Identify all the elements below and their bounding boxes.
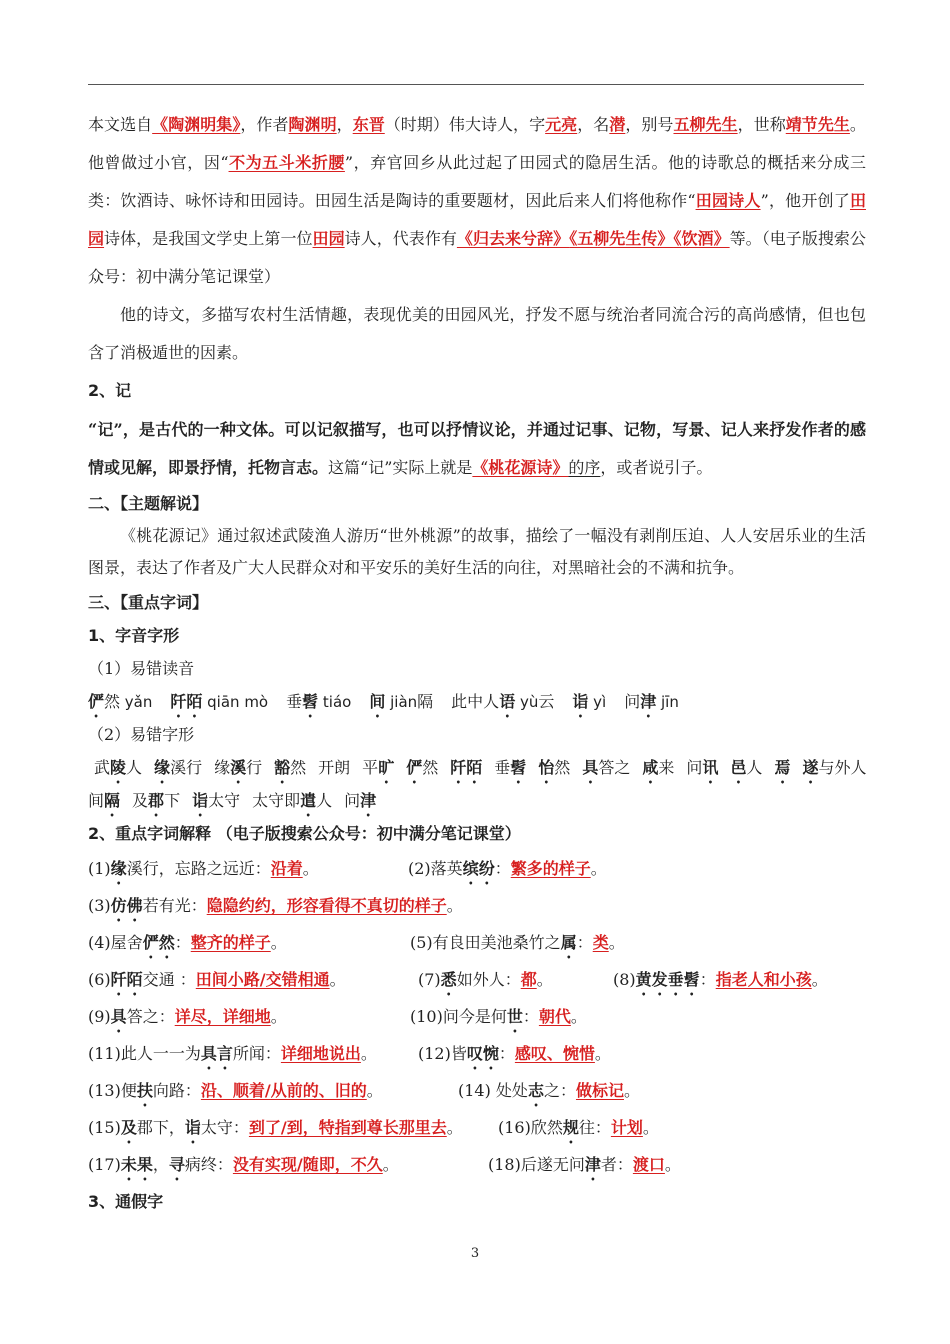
plain-char: 问今是何 <box>442 1007 507 1026</box>
ji-definition-paragraph <box>88 411 866 487</box>
definition-row <box>88 887 866 924</box>
plain-char: 之： <box>543 1081 576 1100</box>
plain-char: 太守 <box>208 791 241 810</box>
answer: 详尽，详细地 <box>174 1007 271 1026</box>
text-run: 等。（电子版搜索公众号：初中满分笔记课堂） <box>88 229 866 286</box>
highlighted-term: 《陶渊明集》 <box>152 115 241 134</box>
definition-heading: 2、重点字词解释 （电子版搜索公众号：初中满分笔记课堂） <box>88 824 521 843</box>
answer: 没有实现/随即，不久 <box>232 1155 383 1174</box>
author-intro-paragraph <box>88 106 866 296</box>
page-number: 3 <box>470 1246 480 1261</box>
text-run: ，世称 <box>737 115 786 134</box>
pinyin: qiān mò <box>202 693 269 711</box>
word-item <box>274 751 306 787</box>
text-run: ，别号 <box>625 115 674 134</box>
punctuation: 。 <box>536 970 553 989</box>
key-char: 髫 <box>302 692 319 711</box>
plain-char: 太守即 <box>252 791 301 810</box>
plain-char: 人 <box>316 791 333 810</box>
item-number: (5) <box>410 933 433 952</box>
plain-char: 溪行，忘路之远近： <box>126 859 271 878</box>
pronunciation-shape-heading: 1、字音字形 <box>88 626 180 645</box>
key-char: 仿佛 <box>110 896 143 915</box>
definition-row <box>88 998 866 1035</box>
key-char: 邑 <box>730 758 747 777</box>
definition-row <box>88 1146 866 1183</box>
answer: 田间小路/交错相通 <box>195 970 330 989</box>
word-item <box>192 784 240 820</box>
key-char: 未果 <box>120 1155 153 1174</box>
miswrite-character-list-2 <box>88 784 866 817</box>
bold-text: “记”，是古代的一种文体。可以记叙描写，也可以抒情议论，并通过记事、记物，写景、记人来抒发作者的感情或见解，即景抒情，托物言志。 <box>88 420 866 477</box>
word-item <box>450 751 482 787</box>
punctuation: 。 <box>446 896 463 915</box>
definition-item <box>410 998 587 1036</box>
key-char: 咸 <box>642 758 659 777</box>
plain-char: ： <box>174 933 191 952</box>
key-char: 阡陌 <box>450 758 483 777</box>
key-char: 语 <box>499 692 516 711</box>
punctuation: 。 <box>270 933 287 952</box>
definition-item <box>88 1146 488 1184</box>
pinyin: jīn <box>656 693 679 711</box>
punctuation: 。 <box>270 1007 287 1026</box>
plain-char: 行 <box>246 758 263 777</box>
plain-char: ： <box>699 970 716 989</box>
key-char: 溪 <box>230 758 247 777</box>
word-item <box>582 751 630 787</box>
key-char: 隔 <box>104 791 121 810</box>
item-number: (1) <box>88 859 111 878</box>
key-char: 黄发垂髫 <box>635 970 700 989</box>
definition-row <box>88 850 866 887</box>
highlighted-term: 《饮酒》 <box>673 229 730 248</box>
word-item <box>88 784 120 820</box>
easy-misread-label: （1）易错读音 <box>88 659 195 678</box>
word-item <box>774 751 790 787</box>
definition-item <box>88 1109 498 1147</box>
text-run: ，或者说引子。 <box>600 458 713 477</box>
text-run: 本文选自 <box>88 115 153 134</box>
key-char: 诣 <box>192 791 209 810</box>
plain-char: 落英 <box>430 859 463 878</box>
answer: 类 <box>592 933 609 952</box>
item-number: (8) <box>613 970 636 989</box>
plain-char: ： <box>522 1007 539 1026</box>
plain-char: 及 <box>132 791 149 810</box>
text-run: 。他曾做过小官，因“ <box>88 115 866 172</box>
plain-char: 交通 ： <box>142 970 196 989</box>
highlighted-term: 田园诗人 <box>695 191 761 210</box>
word-item <box>730 751 762 787</box>
highlighted-term: 《归去来兮辞》 <box>456 229 570 248</box>
word-item <box>451 685 554 721</box>
plain-char: 垂 <box>286 692 303 711</box>
text-run: ”，弃官回乡从此过起了田园式的隐居生活。他的诗歌总的概括来分成三类：饮酒诗、咏怀诗和田园诗。田园生活是陶诗的重要题材，因此后来人们将他称作“ <box>88 153 866 210</box>
plain-char: 屋舍 <box>110 933 143 952</box>
definition-row <box>88 961 866 998</box>
plain-char: 来 <box>658 758 675 777</box>
punctuation: 。 <box>623 1081 640 1100</box>
key-char: 髫 <box>510 758 527 777</box>
definition-item <box>88 887 463 925</box>
highlighted-term: 靖节先生 <box>785 115 850 134</box>
definition-item <box>418 961 613 999</box>
plain-char: 病终： <box>184 1155 233 1174</box>
answer: 隐隐约约，形容看得不真切的样子 <box>206 896 447 915</box>
plain-char: 问 <box>624 692 641 711</box>
definition-item <box>418 1035 611 1073</box>
punctuation: 。 <box>608 933 625 952</box>
key-char: 讯 <box>702 758 719 777</box>
pinyin: jiàn <box>385 693 418 711</box>
text-run: ，作者 <box>240 115 289 134</box>
plain-char: 往： <box>578 1118 611 1137</box>
highlighted-term: 田园 <box>88 191 866 248</box>
item-number: (18) <box>488 1155 521 1174</box>
key-char: 津 <box>640 692 657 711</box>
word-item <box>252 784 332 820</box>
item-number: (16) <box>498 1118 531 1137</box>
text-run: （时期）伟大诗人，字 <box>384 115 546 134</box>
plain-char: 然 <box>104 692 121 711</box>
punctuation: 。 <box>594 1044 611 1063</box>
key-char: 阡陌 <box>170 692 203 711</box>
word-item <box>94 751 142 787</box>
item-number: (14) <box>458 1081 491 1100</box>
item-number: (15) <box>88 1118 121 1137</box>
theme-paragraph: 《桃花源记》通过叙述武陵渔人游历“世外桃源”的故事，描绘了一幅没有剥削压迫、人人安居乐业的生活图景，表达了作者及广大人民群众对和平安乐的美好生活的向往，对黑暗社会的不满和抗争。 <box>88 526 866 577</box>
answer: 感叹、惋惜 <box>514 1044 595 1063</box>
plain-char: 与外人 <box>818 758 867 777</box>
plain-char: ： <box>494 859 511 878</box>
highlighted-term: 东晋 <box>352 115 385 134</box>
answer: 沿、顺着/从前的、旧的 <box>200 1081 367 1100</box>
definition-item <box>458 1072 640 1110</box>
definition-row <box>88 924 866 961</box>
plain-char: 然 <box>554 758 571 777</box>
key-char: 豁 <box>274 758 291 777</box>
definition-item <box>88 1072 458 1110</box>
item-number: (7) <box>418 970 441 989</box>
key-char: 寻 <box>168 1155 185 1174</box>
plain-char: 此中人 <box>451 692 500 711</box>
item-number: (9) <box>88 1007 111 1026</box>
key-char: 志 <box>527 1081 544 1100</box>
section-ji-heading: 2、记 <box>88 381 132 400</box>
pinyin: yì <box>588 693 607 711</box>
item-number: (12) <box>418 1044 451 1063</box>
pinyin: yǎn <box>120 693 153 711</box>
key-char: 遣 <box>300 791 317 810</box>
key-words-heading: 三、【重点字词】 <box>88 593 209 612</box>
key-char: 及 <box>120 1118 137 1137</box>
answer: 详细地说出 <box>280 1044 361 1063</box>
punctuation: 。 <box>360 1044 377 1063</box>
word-item <box>344 784 376 820</box>
word-item <box>572 685 606 721</box>
word-item <box>318 751 350 784</box>
word-item <box>170 685 268 721</box>
answer: 都 <box>520 970 537 989</box>
answer: 渡口 <box>632 1155 665 1174</box>
key-char: 扶 <box>136 1081 153 1100</box>
key-char: 属 <box>560 933 577 952</box>
key-char: 津 <box>360 791 377 810</box>
punctuation: 。 <box>302 859 319 878</box>
text-run: ， <box>336 115 353 134</box>
plain-char: 然 <box>290 758 307 777</box>
text-run: ，名 <box>577 115 610 134</box>
plain-char: 平 <box>362 758 379 777</box>
plain-char: 皆 <box>450 1044 467 1063</box>
plain-char: 所闻： <box>232 1044 281 1063</box>
word-item <box>642 751 674 787</box>
text-run: 诗人，代表作有 <box>344 229 457 248</box>
document-body <box>88 106 866 1218</box>
plain-char: 后遂无问 <box>520 1155 585 1174</box>
plain-char: 人 <box>746 758 763 777</box>
plain-char: 处处 <box>490 1081 528 1100</box>
plain-char: 开朗 <box>318 758 351 777</box>
highlighted-term: 五柳先生 <box>673 115 738 134</box>
highlighted-term: 《桃花源诗》 <box>472 458 569 477</box>
key-char: 怡 <box>538 758 555 777</box>
item-number: (13) <box>88 1081 121 1100</box>
word-item <box>686 751 718 787</box>
definition-list <box>88 850 866 1183</box>
plain-char: 向路： <box>152 1081 201 1100</box>
key-char: 津 <box>584 1155 601 1174</box>
definition-row <box>88 1109 866 1146</box>
definition-item <box>408 850 607 888</box>
plain-char: 武 <box>94 758 111 777</box>
word-item <box>494 751 526 787</box>
key-char: 俨 <box>406 758 423 777</box>
key-char: 具 <box>110 1007 127 1026</box>
plain-char: 郡下， <box>136 1118 185 1137</box>
plain-char: 云 <box>538 692 555 711</box>
definition-item <box>410 924 625 962</box>
text-run: 这篇“记”实际上就是 <box>328 458 473 477</box>
key-char: 俨然 <box>142 933 175 952</box>
key-char: 世 <box>506 1007 523 1026</box>
plain-char: ： <box>576 933 593 952</box>
highlighted-term: 潜 <box>609 115 626 134</box>
easy-miswrite-label: （2）易错字形 <box>88 725 195 744</box>
plain-char: 此人一一为 <box>120 1044 201 1063</box>
text-run: ”，他开创了 <box>760 191 850 210</box>
word-item <box>802 751 866 787</box>
plain-char: 答之： <box>126 1007 175 1026</box>
key-char: 缘 <box>154 758 171 777</box>
word-item <box>214 751 262 787</box>
plain-char: ： <box>498 1044 515 1063</box>
key-char: 俨 <box>88 692 105 711</box>
key-char: 诣 <box>184 1118 201 1137</box>
plain-char: 然 <box>422 758 439 777</box>
definition-item <box>613 961 828 999</box>
definition-row <box>88 1035 866 1072</box>
definition-item <box>488 1146 681 1184</box>
key-char: 焉 <box>774 758 791 777</box>
answer: 繁多的样子 <box>510 859 591 878</box>
key-char: 陵 <box>110 758 127 777</box>
word-item <box>538 751 570 787</box>
item-number: (6) <box>88 970 111 989</box>
punctuation: 。 <box>664 1155 681 1174</box>
plain-char: 太守： <box>200 1118 249 1137</box>
pinyin: yù <box>515 693 539 711</box>
answer: 整齐的样子 <box>190 933 271 952</box>
word-item <box>286 685 351 721</box>
highlighted-term: 田园 <box>312 229 345 248</box>
key-char: 缘 <box>110 859 127 878</box>
plain-char: 问 <box>344 791 361 810</box>
answer: 计划 <box>610 1118 643 1137</box>
miswrite-character-list-1 <box>88 751 866 784</box>
plain-char: 欣然 <box>530 1118 563 1137</box>
key-char: 叹惋 <box>466 1044 499 1063</box>
key-char: 郡 <box>148 791 165 810</box>
highlighted-term: 不为五斗米折腰 <box>228 153 345 172</box>
highlighted-term: 《五柳先生传》 <box>569 229 674 248</box>
key-char: 缤纷 <box>462 859 495 878</box>
word-item <box>362 751 394 787</box>
definition-item <box>498 1109 659 1147</box>
punctuation: 。 <box>642 1118 659 1137</box>
definition-item <box>88 998 410 1036</box>
item-number: (2) <box>408 859 431 878</box>
answer: 做标记 <box>575 1081 624 1100</box>
plain-char: 垂 <box>494 758 511 777</box>
key-char: 具 <box>582 758 599 777</box>
punctuation: 。 <box>382 1155 399 1174</box>
plain-char: 便 <box>120 1081 137 1100</box>
highlighted-term: 元亮 <box>545 115 578 134</box>
plain-char: 下 <box>164 791 181 810</box>
answer: 沿着 <box>270 859 303 878</box>
pinyin: tiáo <box>318 693 352 711</box>
underlined-text: 的序 <box>568 458 601 477</box>
definition-row <box>88 1072 866 1109</box>
answer: 朝代 <box>538 1007 571 1026</box>
punctuation: 。 <box>446 1118 463 1137</box>
punctuation: 。 <box>366 1081 383 1100</box>
punctuation: 。 <box>570 1007 587 1026</box>
misread-pronunciation-list <box>88 685 866 718</box>
punctuation: 。 <box>590 859 607 878</box>
definition-item <box>88 1035 418 1073</box>
key-char: 旷 <box>378 758 395 777</box>
header-rule <box>88 84 864 85</box>
key-char: 具言 <box>200 1044 233 1063</box>
plain-char: 间 <box>88 791 105 810</box>
key-char: 规 <box>562 1118 579 1137</box>
plain-char: 问 <box>686 758 703 777</box>
item-number: (3) <box>88 896 111 915</box>
item-number: (4) <box>88 933 111 952</box>
plain-char: 者： <box>600 1155 633 1174</box>
theme-heading: 二、【主题解说】 <box>88 494 209 513</box>
item-number: (10) <box>410 1007 443 1026</box>
plain-char: 缘 <box>214 758 231 777</box>
item-number: (17) <box>88 1155 121 1174</box>
plain-char: 溪行 <box>170 758 203 777</box>
tongjiazi-heading: 3、通假字 <box>88 1192 164 1211</box>
punctuation: 。 <box>329 970 346 989</box>
answer: 指老人和小孩 <box>715 970 812 989</box>
plain-char: 如外人： <box>456 970 521 989</box>
poetry-style-paragraph: 他的诗文，多描写农村生活情趣，表现优美的田园风光，抒发不愿与统治者同流合污的高尚感情，但也包含了消极遁世的因素。 <box>88 305 866 362</box>
word-item <box>369 685 433 721</box>
punctuation: 。 <box>811 970 828 989</box>
highlighted-term: 陶渊明 <box>288 115 337 134</box>
plain-char: 答之 <box>598 758 631 777</box>
key-char: 间 <box>369 692 386 711</box>
key-char: 诣 <box>572 692 589 711</box>
key-char: 悉 <box>440 970 457 989</box>
definition-item <box>88 924 410 962</box>
definition-item <box>88 961 418 999</box>
plain-char: 若有光： <box>142 896 207 915</box>
plain-char: 人 <box>126 758 143 777</box>
word-item <box>154 751 202 787</box>
word-item <box>88 685 152 721</box>
definition-item <box>88 850 408 888</box>
answer: 到了/到，特指到尊长那里去 <box>248 1118 447 1137</box>
text-run: 诗体，是我国文学史上第一位 <box>104 229 313 248</box>
key-char: 阡陌 <box>110 970 143 989</box>
word-item <box>624 685 679 721</box>
plain-char: 隔 <box>417 692 434 711</box>
word-item <box>132 784 180 820</box>
plain-char: 有良田美池桑竹之 <box>432 933 561 952</box>
item-number: (11) <box>88 1044 121 1063</box>
plain-char: ， <box>152 1155 169 1174</box>
word-item <box>406 751 438 787</box>
key-char: 遂 <box>802 758 819 777</box>
